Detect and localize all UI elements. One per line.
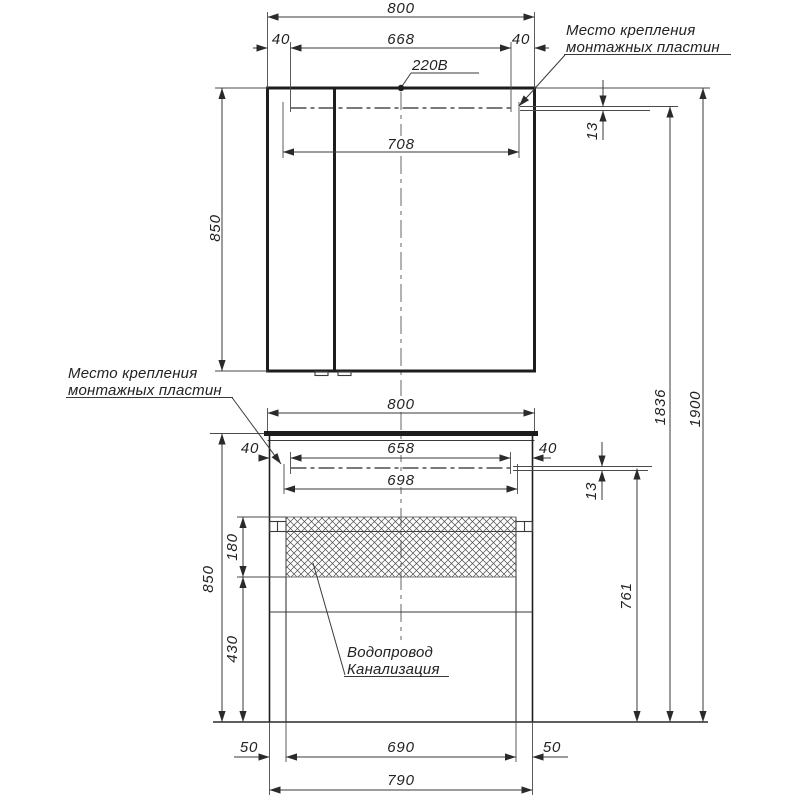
dim-40-top-right: 40 (511, 31, 531, 48)
mount-note-left-line1: Место крепления (68, 365, 198, 382)
dim-800-base: 800 (387, 396, 415, 413)
dim-1900: 1900 (687, 390, 704, 428)
dim-850-top: 850 (207, 214, 224, 242)
dim-668: 668 (387, 31, 415, 48)
annotation-notes (68, 22, 720, 678)
dim-790: 790 (387, 772, 415, 789)
water-supply-label: Водопровод (347, 644, 434, 661)
power-connection-point (398, 85, 404, 91)
dim-40-base-right: 40 (538, 440, 558, 457)
dim-430: 430 (224, 635, 241, 663)
countertop (264, 431, 538, 436)
dim-698: 698 (387, 472, 415, 489)
dim-850-base: 850 (200, 565, 217, 593)
dim-13-top: 13 (584, 121, 601, 141)
plumbing-note-leader (313, 563, 345, 675)
dim-180: 180 (224, 533, 241, 561)
mount-note-top-line2: монтажных пластин (566, 39, 720, 56)
extension-lines (210, 12, 710, 795)
dim-690: 690 (387, 739, 415, 756)
dim-13-base: 13 (583, 481, 600, 501)
dim-40-base-left: 40 (240, 440, 260, 457)
mount-note-left-line2: монтажных пластин (68, 382, 222, 399)
dim-40-top-left: 40 (271, 31, 291, 48)
dimension-lines (222, 17, 703, 790)
power-label: 220В (412, 57, 448, 74)
dim-658: 658 (387, 440, 415, 457)
dim-50-left: 50 (239, 739, 259, 756)
dim-1836: 1836 (652, 388, 669, 426)
plumbing-access-zone (286, 517, 516, 577)
dim-708: 708 (387, 136, 415, 153)
dim-761: 761 (618, 582, 635, 610)
mount-note-top-line1: Место крепления (566, 22, 696, 39)
sewerage-label: Канализация (347, 661, 440, 678)
power-label-leader (403, 73, 412, 86)
dim-800-top: 800 (387, 0, 415, 17)
dim-50-right: 50 (542, 739, 562, 756)
dimension-labels (200, 0, 704, 789)
mount-note-top-leader (519, 55, 565, 106)
